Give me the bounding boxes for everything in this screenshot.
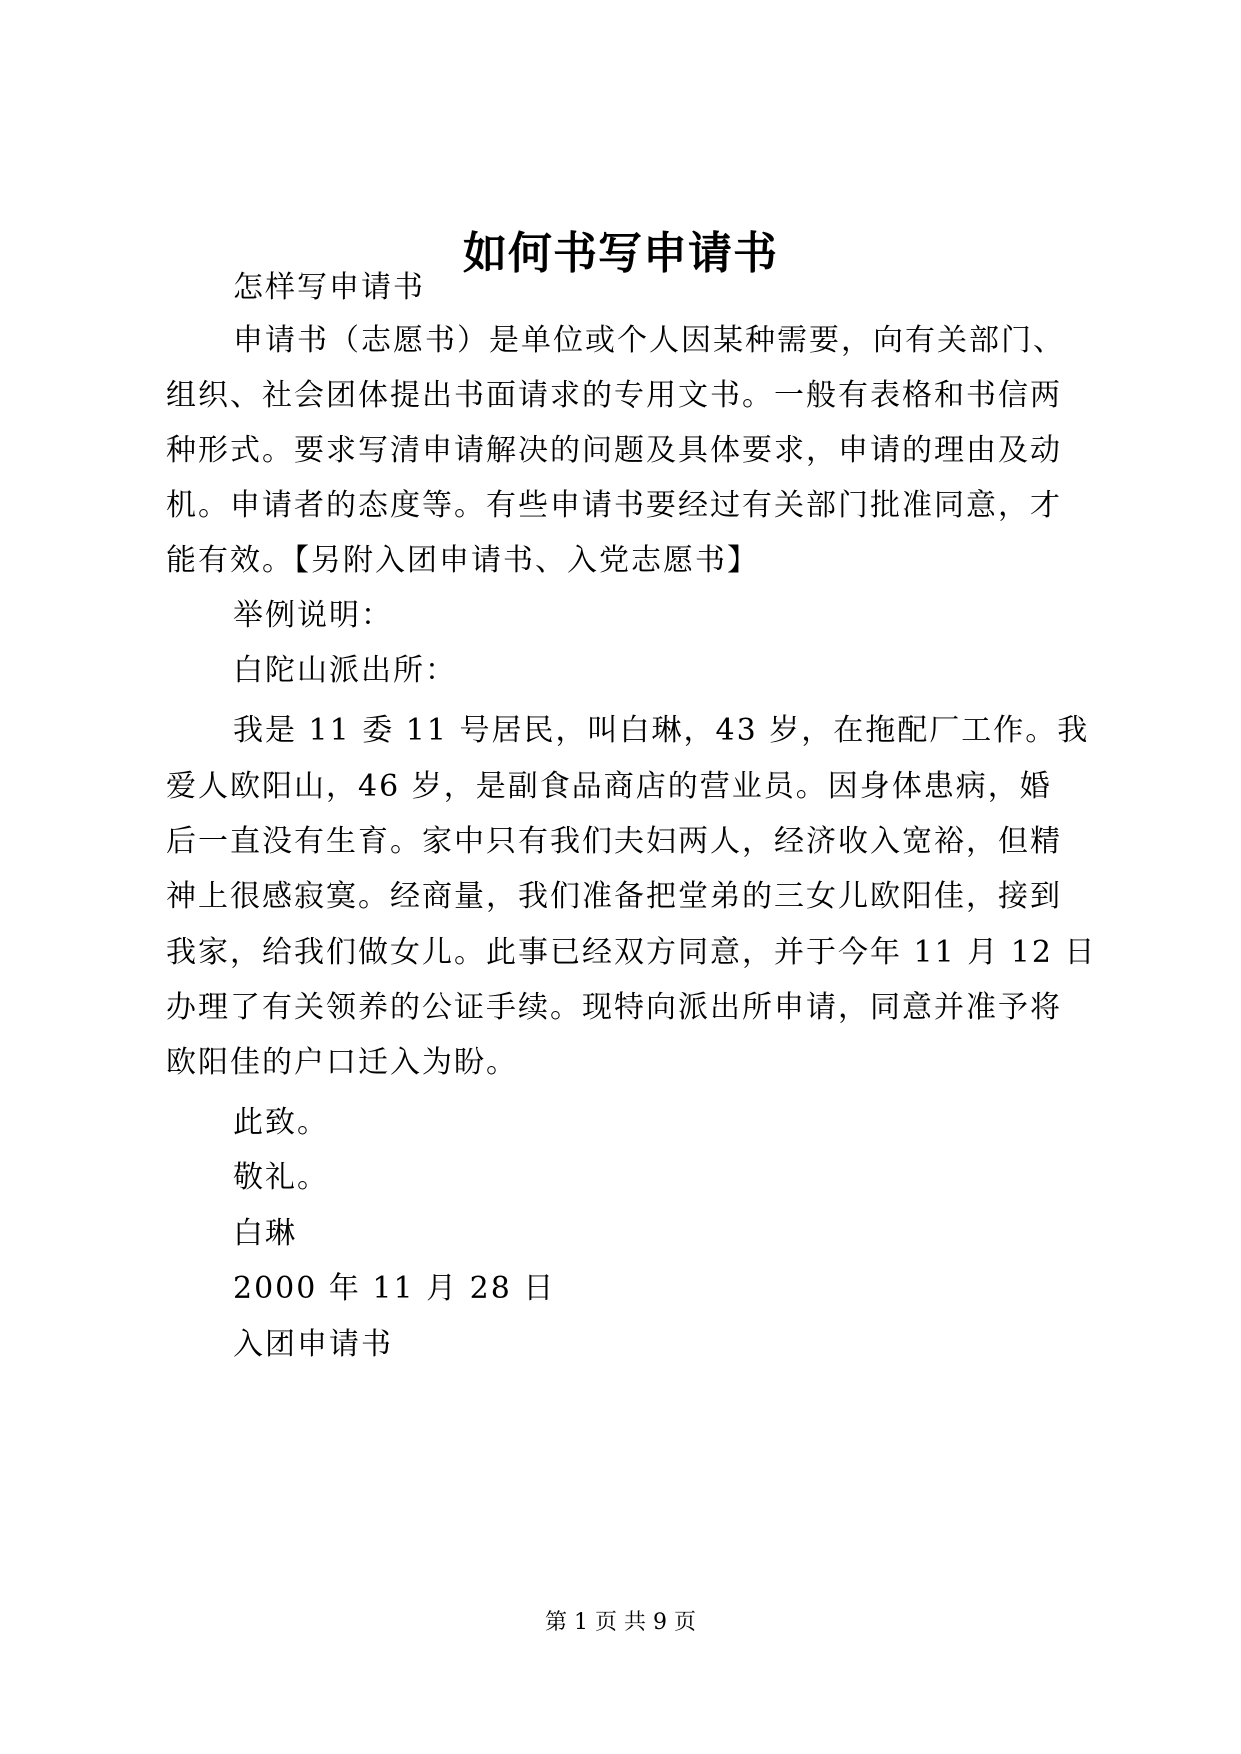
closing-line: 此致。 xyxy=(233,1105,329,1140)
example-heading: 举例说明： xyxy=(233,598,393,633)
letter-body-line: 欧阳佳的户口迁入为盼。 xyxy=(166,1045,518,1080)
paragraph-line: 机。申请者的态度等。有些申请书要经过有关部门批准同意，才 xyxy=(166,488,1062,523)
subtitle-line: 怎样写申请书 xyxy=(233,270,425,305)
signature-name: 白琳 xyxy=(233,1216,297,1251)
paragraph-line: 组织、社会团体提出书面请求的专用文书。一般有表格和书信两 xyxy=(166,378,1062,413)
letter-body-line: 后一直没有生育。家中只有我们夫妇两人，经济收入宽裕，但精 xyxy=(166,824,1062,859)
section-heading: 入团申请书 xyxy=(233,1327,393,1362)
paragraph-line: 能有效。【另附入团申请书、入党志愿书】 xyxy=(166,543,759,578)
paragraph-line: 种形式。要求写清申请解决的问题及具体要求，申请的理由及动 xyxy=(166,433,1062,468)
addressee-line: 白陀山派出所： xyxy=(233,653,457,688)
page-number-footer: 第 1 页 共 9 页 xyxy=(545,1610,696,1635)
signature-date: 2000 年 11 月 28 日 xyxy=(233,1271,556,1306)
letter-body-line: 我家，给我们做女儿。此事已经双方同意，并于今年 11 月 12 日 xyxy=(166,935,1097,970)
paragraph-line: 申请书（志愿书）是单位或个人因某种需要，向有关部门、 xyxy=(233,323,1065,358)
letter-body-line: 我是 11 委 11 号居民，叫白琳，43 岁，在拖配厂工作。我 xyxy=(233,713,1090,748)
letter-body-line: 爱人欧阳山，46 岁，是副食品商店的营业员。因身体患病，婚 xyxy=(166,769,1052,804)
document-title: 如何书写申请书 xyxy=(463,228,778,279)
letter-body-line: 神上很感寂寞。经商量，我们准备把堂弟的三女儿欧阳佳，接到 xyxy=(166,879,1062,914)
letter-body-line: 办理了有关领养的公证手续。现特向派出所申请，同意并准予将 xyxy=(166,990,1062,1025)
closing-line: 敬礼。 xyxy=(233,1160,329,1195)
